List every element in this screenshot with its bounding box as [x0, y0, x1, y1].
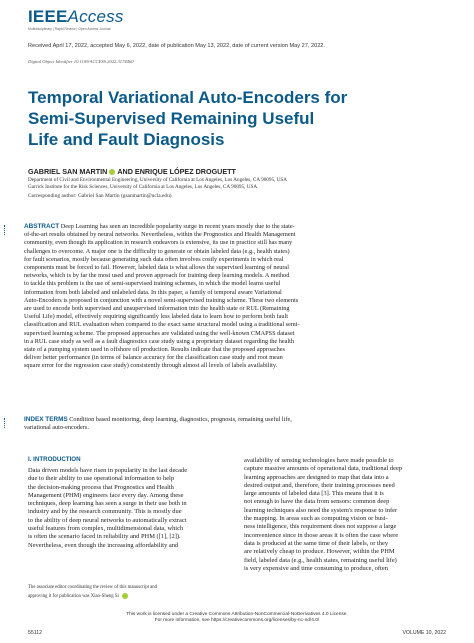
- abstract-marker-icon: [4, 225, 8, 235]
- body-line: industry and by the research community. This is mostly due: [28, 508, 182, 516]
- paper-title: [28, 87, 448, 150]
- abstract-line: in a RUL case study as well as a fault diagnostics case study using a proprietary dataset regarding the health: [24, 337, 294, 345]
- body-line: availability of sensing technologies have made possible to: [244, 457, 394, 464]
- abstract-line: community, even though its application in research endeavors is extensive, its use in practice still has many: [24, 239, 293, 247]
- body-line: learning techniques also need the system's response to infer: [244, 506, 398, 514]
- author-connector: AND ENRIQUE LÓPEZ DROGUETT: [117, 167, 236, 176]
- orcid-icon[interactable]: [122, 593, 128, 599]
- index-terms-first-line: [24, 416, 452, 424]
- page-footer: [0, 612, 474, 636]
- body-line: not enough to have the data from sensors: common deep: [244, 498, 390, 506]
- page-number: 55112: [28, 630, 43, 636]
- logo-tagline: Multidisciplinary | Rapid Review | Open Access Journal: [28, 27, 111, 31]
- body-line: techniques, deep learning has seen a surge in their use both in: [28, 500, 187, 508]
- ieee-access-logo: IEEEAccess: [28, 7, 124, 26]
- index-terms-line: variational auto-encoders.: [24, 424, 89, 432]
- introduction-heading: I. INTRODUCTION: [28, 456, 81, 463]
- corresponding-author: Corresponding author: Gabriel San Martín (gsanmartin@ucla.edu): [28, 193, 172, 199]
- abstract-heading: ABSTRACT: [24, 223, 60, 230]
- index-terms-line: Condition based monitoring, deep learning, diagnostics, prognosis, remaining useful life,: [69, 416, 292, 423]
- license-link[interactable]: For more information, see https://creativecommons.org/licenses/by-nc-nd/4.0/: [154, 618, 320, 623]
- body-line: Nevertheless, even though the increasing affordability and: [28, 541, 179, 549]
- abstract-line: of-the-art results obtained by neural networks. Nevertheless, within the Prognostics and Health Management: [24, 231, 296, 239]
- body-line: useful features from complex, multidimensional data, which: [28, 525, 184, 533]
- author-name: GABRIEL SAN MARTIN: [28, 167, 108, 176]
- abstract-line: are used to encode both supervised and unsupervised information into the health state or RUL (Remaining: [24, 305, 290, 313]
- body-line: desired output and, therefore, their training processes need: [244, 481, 395, 489]
- affiliation-line: Garrick Institute for the Risk Sciences, University of California at Los Angeles, Los Angeles, CA 90095, USA: [28, 184, 258, 190]
- footnote-line: approving it for publication was Xiao-Sheng Si: [28, 592, 234, 601]
- abstract-line: square error for the regression case study) consistently through almost all levels of labels availability.: [24, 362, 278, 370]
- license-line: This work is licensed under a Creative Commons Attribution-NonCommercial-NoDerivatives 4.0 License.: [126, 612, 348, 617]
- author-list: [28, 167, 236, 176]
- publication-dates: Received April 17, 2022, accepted May 6, 2022, date of publication May 13, 2022, date of current version May 27, 2022.: [28, 43, 325, 49]
- orcid-icon[interactable]: [109, 169, 115, 175]
- journal-header: [28, 8, 124, 31]
- title-line: Life and Fault Diagnosis: [28, 130, 225, 149]
- abstract-line: for fault scenarios, mostly because generating such data often involves costly experiments in which real: [24, 255, 284, 263]
- editor-footnote: [28, 583, 234, 601]
- index-terms-heading: INDEX TERMS: [24, 416, 68, 423]
- abstract-line: deliver better performance (in terms of balance accuracy for the classification case study and root mean: [24, 354, 283, 362]
- abstract-line: to tackle this problem is the use of semi-supervised training schemes, in which the model learns useful: [24, 280, 281, 288]
- body-line: due to their ability to use operational information to help: [28, 475, 175, 483]
- introduction-left-column: [28, 467, 234, 550]
- abstract-line: Deep Learning has seen an incredible popularity surge in recent years mostly due to the state-: [60, 223, 295, 230]
- abstract-line: state of a pumping system used in offshore oil production. Results indicate that the proposed approaches: [24, 346, 285, 354]
- body-line: the decision-making process that Prognostics and Health: [28, 483, 174, 491]
- title-line: Temporal Variational Auto-Encoders for: [28, 88, 348, 107]
- body-line: the mapping. In areas such as computing vision or busi-: [244, 515, 388, 523]
- abstract-line: supervised learning scheme. The proposed approaches are validated using the well-known CMAPSS dataset: [24, 329, 295, 337]
- body-line: are relatively cheap to produce. However, within the PHM: [244, 548, 395, 556]
- abstract-first-line: [24, 223, 452, 231]
- body-line: data is produced at the same time of their labels, or they: [244, 539, 389, 547]
- affiliations: [28, 177, 287, 191]
- abstract-line: components must be forced to fail. However, labeled data is what allows the supervised learning of neural: [24, 264, 289, 272]
- abstract-line: Useful Life) model, effectively requiring significantly less labeled data to learn how to perform both fault: [24, 313, 289, 321]
- abstract-line: information from both labeled and unlabeled data. In this paper, a family of temporal aware Variational: [24, 288, 282, 296]
- abstract-line: networks, which is by far the most used and proven approach for training deep learning models. A method: [24, 272, 290, 280]
- index-terms-block: [24, 416, 452, 432]
- abstract-line: classification and RUL evaluation when compared to the exact same structural model using a traditional semi-: [24, 321, 300, 329]
- abstract-line: Auto-Encoders is proposed in conjunction with a novel semi-supervised training scheme. These two elements: [24, 296, 299, 304]
- body-line: capture massive amounts of operational data, traditional deep: [244, 465, 403, 473]
- introduction-right-column: [244, 457, 450, 573]
- abstract-line: challenges to overcome. A major one is the difficulty to generate or obtain labeled data (e.g., health states): [24, 247, 290, 255]
- body-line: is often the scenario faced in reliability and PHM ([1], [2]).: [28, 533, 181, 541]
- footnote-line: The associate editor coordinating the review of this manuscript and: [28, 585, 158, 590]
- body-line: to the ability of deep neural networks to automatically extract: [28, 516, 187, 524]
- body-line: learning approaches are designed to map that data into a: [244, 473, 389, 481]
- body-line: Data driven models have risen in popularity in the last decade: [28, 467, 188, 474]
- body-line: inconvenience since in those areas it is often the case where: [244, 531, 399, 539]
- body-line: field, labeled data (e.g., health states, remaining useful life): [244, 556, 397, 564]
- title-line: Semi-Supervised Remaining Useful: [28, 109, 315, 128]
- body-line: large amounts of labeled data [3]. This means that it is: [244, 490, 384, 498]
- body-line: Management (PHM) engineers face every day. Among these: [28, 491, 184, 499]
- index-terms-marker-icon: [4, 418, 8, 428]
- body-line: ness intelligence, this requirement does not suppose a large: [244, 523, 397, 531]
- doi-line: Digital Object Identifier 10.1109/ACCESS.2022.3174460: [28, 59, 134, 64]
- volume-label: VOLUME 10, 2022: [402, 630, 446, 636]
- body-line: is very expensive and time consuming to produce, often: [244, 564, 388, 572]
- affiliation-line: Department of Civil and Environmental Engineering, University of California at Los Angeles, Los Angeles, CA 90095, USA: [28, 177, 288, 183]
- abstract-block: [24, 223, 452, 371]
